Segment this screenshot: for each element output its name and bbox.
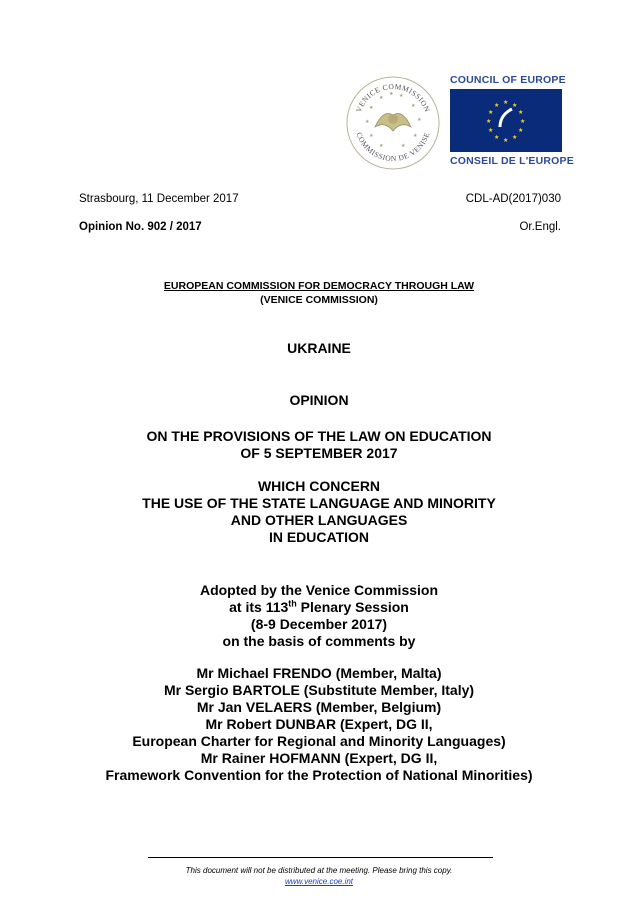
svg-text:★: ★ bbox=[379, 143, 384, 149]
svg-text:★: ★ bbox=[379, 95, 384, 101]
concern-title bbox=[0, 478, 638, 546]
document-reference: CDL-AD(2017)030 bbox=[465, 193, 561, 205]
svg-text:★: ★ bbox=[512, 134, 518, 141]
commission-line-2: (VENICE COMMISSION) bbox=[260, 294, 378, 306]
concern-line-4: IN EDUCATION bbox=[268, 529, 370, 545]
svg-text:★: ★ bbox=[488, 109, 494, 116]
place-date: Strasbourg, 11 December 2017 bbox=[79, 193, 239, 205]
svg-text:★: ★ bbox=[411, 103, 416, 109]
svg-text:★: ★ bbox=[520, 118, 526, 125]
venice-commission-seal-logo bbox=[345, 75, 441, 171]
adoption-session-sup: th bbox=[288, 598, 297, 609]
coe-name-fr: CONSEIL DE L'EUROPE bbox=[450, 155, 574, 167]
contributor-line: Framework Convention for the Protection of National Minorities) bbox=[105, 767, 533, 783]
svg-text:★: ★ bbox=[399, 93, 404, 99]
provisions-line-1: ON THE PROVISIONS OF THE LAW ON EDUCATION bbox=[146, 428, 492, 444]
contributor-line: Mr Robert DUNBAR (Expert, DG II, bbox=[205, 716, 433, 732]
header-row-opinion-lang bbox=[79, 221, 561, 233]
svg-text:★: ★ bbox=[365, 119, 370, 125]
concern-line-2: THE USE OF THE STATE LANGUAGE AND MINORITY bbox=[142, 495, 496, 511]
contributor-line: Mr Rainer HOFMANN (Expert, DG II, bbox=[200, 750, 438, 766]
svg-text:★: ★ bbox=[369, 105, 374, 111]
council-of-europe-logo bbox=[450, 74, 574, 168]
coe-name-en: COUNCIL OF EUROPE bbox=[450, 74, 566, 86]
footer-link-row bbox=[0, 877, 638, 886]
provisions-title bbox=[0, 428, 638, 462]
svg-text:★: ★ bbox=[369, 133, 374, 139]
coe-flag-icon bbox=[450, 89, 562, 152]
concern-line-3: AND OTHER LANGUAGES bbox=[230, 512, 408, 528]
adoption-line-4: on the basis of comments by bbox=[222, 633, 416, 649]
commission-line-1: EUROPEAN COMMISSION FOR DEMOCRACY THROUGH LAW bbox=[163, 280, 475, 292]
svg-text:★: ★ bbox=[488, 127, 494, 134]
svg-text:★: ★ bbox=[494, 134, 500, 141]
contributor-line: Mr Jan VELAERS (Member, Belgium) bbox=[196, 699, 442, 715]
original-language: Or.Engl. bbox=[519, 221, 561, 233]
svg-text:★: ★ bbox=[417, 117, 422, 123]
footer-notice: This document will not be distributed at the meeting. Please bring this copy. bbox=[185, 866, 453, 875]
svg-text:VENICE COMMISSION: VENICE COMMISSION bbox=[353, 81, 433, 114]
svg-text:★: ★ bbox=[413, 133, 418, 139]
header-row-place-ref bbox=[79, 193, 561, 205]
contributor-line: European Charter for Regional and Minority Languages) bbox=[132, 733, 506, 749]
contributors-list bbox=[0, 665, 638, 784]
adoption-line-3: (8-9 December 2017) bbox=[250, 616, 388, 632]
svg-text:★: ★ bbox=[494, 102, 500, 109]
commission-name bbox=[0, 279, 638, 307]
adoption-block bbox=[0, 582, 638, 650]
svg-text:★: ★ bbox=[401, 143, 406, 149]
svg-text:★: ★ bbox=[518, 127, 524, 134]
opinion-number: Opinion No. 902 / 2017 bbox=[79, 221, 202, 233]
svg-text:★: ★ bbox=[486, 118, 492, 125]
adoption-session-pre: at its 113 bbox=[229, 599, 289, 615]
country-title: UKRAINE bbox=[287, 340, 351, 356]
coe-stars-icon bbox=[450, 89, 562, 152]
svg-text:★: ★ bbox=[503, 99, 509, 106]
svg-text:★: ★ bbox=[389, 91, 394, 97]
svg-text:★: ★ bbox=[512, 102, 518, 109]
svg-text:★: ★ bbox=[518, 109, 524, 116]
adoption-session-post: Plenary Session bbox=[296, 599, 409, 615]
opinion-title: OPINION bbox=[289, 392, 349, 408]
adoption-line-2 bbox=[0, 599, 638, 616]
provisions-line-2: OF 5 SEPTEMBER 2017 bbox=[240, 445, 398, 461]
contributor-line: Mr Sergio BARTOLE (Substitute Member, Italy) bbox=[163, 682, 475, 698]
footer-divider bbox=[148, 857, 493, 858]
contributor-line: Mr Michael FRENDO (Member, Malta) bbox=[196, 665, 442, 681]
adoption-line-1: Adopted by the Venice Commission bbox=[199, 582, 439, 598]
svg-text:★: ★ bbox=[503, 137, 509, 144]
concern-line-1: WHICH CONCERN bbox=[257, 478, 381, 494]
svg-text:COMMISSION DE VENISE: COMMISSION DE VENISE bbox=[354, 130, 432, 164]
venice-website-link[interactable]: www.venice.coe.int bbox=[284, 877, 354, 886]
